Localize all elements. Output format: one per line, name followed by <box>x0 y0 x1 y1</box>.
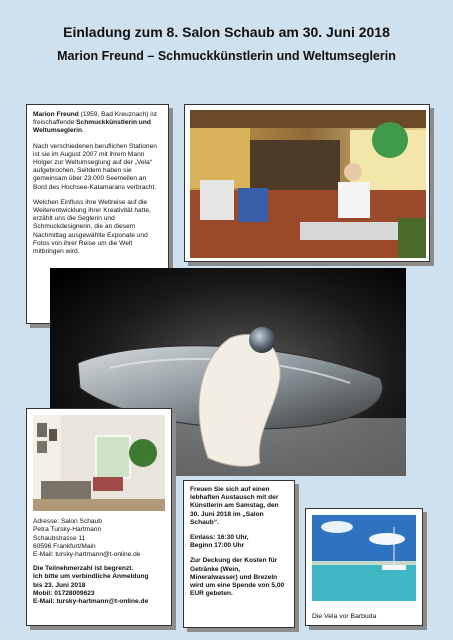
invitation-textbox <box>183 480 295 628</box>
salon-interior-photo <box>33 415 165 511</box>
bio-paragraph-3: Welchen Einfluss ihre Weltreise auf die Weiterentwicklung ihrer Kreativität hatte, erzählt uns die Seglerin und Schmuckdesignerin, die an diesem Nachmittag ausgewählte Exponate und Fotos von ihrer Reise um die Welt mitbringen wird. <box>33 198 151 256</box>
invite-paragraph-3: Zur Deckung der Kosten für Getränke (Wein, Mineralwasser) und Brezeln wird um eine Spende von 5,00 EUR gebeten. <box>190 557 285 598</box>
page-subtitle: Marion Freund – Schmuckkünstlerin und Weltumseglerin <box>57 49 396 63</box>
invite-einlass: Einlass: 16:30 Uhr, <box>190 534 249 542</box>
salon-address-box <box>26 408 172 626</box>
invite-beginn: Beginn 17:00 Uhr <box>190 542 245 550</box>
address-line-1: Adresse: Salon Schaub <box>33 518 102 526</box>
registration-line-2: Ich bitte um verbindliche Anmeldung <box>33 573 149 581</box>
barbuda-photo <box>312 515 416 601</box>
bio-profession-end: . <box>81 127 84 135</box>
page-title: Einladung zum 8. Salon Schaub am 30. Juni 2018 <box>63 24 390 40</box>
cafe-photo <box>190 110 426 258</box>
bio-paragraph-2: Nach verschiedenen beruflichen Stationen ist sie im August 2007 mit ihrem Mann Holger zur Weltumseglung auf der „Vela“ aufgebrochen. Seitdem haben sie gemeinsam über 23.000 Seemeilen an Bord des Hochsee-Katamarans verbracht. <box>33 142 157 191</box>
registration-line-1: Die Teilnehmerzahl ist begrenzt. <box>33 565 134 573</box>
photo-caption: Die Vela vor Barbuda <box>312 613 377 620</box>
address-line-4: 60596 Frankfurt/Main <box>33 542 96 550</box>
registration-mobile: Mobil: 01728009623 <box>33 589 95 597</box>
barbuda-photo-frame <box>305 508 423 626</box>
bio-name: Marion Freund <box>33 111 79 118</box>
address-email: E-Mail: tursky-hartmann@t-online.de <box>33 551 141 559</box>
address-line-2: Petra Tursky-Hartmann <box>33 526 102 534</box>
bio-intro: (1959, Bad Kreuznach) ist freischaffende <box>33 111 157 127</box>
address-line-3: Schaubstrasse 11 <box>33 534 86 542</box>
registration-line-3: bis 23. Juni 2018 <box>33 581 86 589</box>
bio-profession: Schmuckkünstlerin und Weltumseglerin <box>33 119 151 135</box>
cafe-photo-frame <box>184 104 430 262</box>
registration-email: E-Mail: tursky-hartmann@t-online.de <box>33 598 149 606</box>
invite-paragraph-1: Freuen Sie sich auf einen lebhaften Austausch mit der Künstlerin am Samstag, den 30. Juni 2018 im „Salon Schaub“. <box>190 486 279 526</box>
